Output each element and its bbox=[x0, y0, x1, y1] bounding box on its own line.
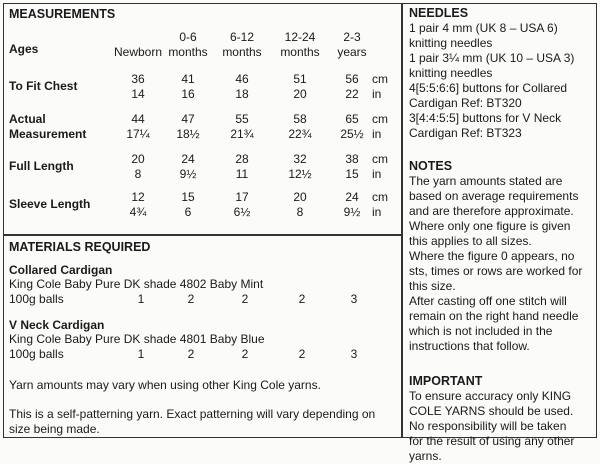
notes-line-5: Where the figure 0 appears, no bbox=[409, 249, 575, 263]
age-header-3-line-1: months bbox=[280, 45, 320, 59]
material-balls-label-1: 100g balls bbox=[9, 347, 64, 361]
row-label-1-line-1: Measurement bbox=[9, 127, 87, 141]
cell-1-in-3: 22¾ bbox=[288, 127, 312, 141]
unit-2-in: in bbox=[372, 167, 382, 181]
cell-2-in-2: 11 bbox=[235, 167, 249, 181]
cell-1-in-1: 18½ bbox=[176, 127, 200, 141]
material-balls-label-0: 100g balls bbox=[9, 292, 64, 306]
materials-section bbox=[3, 235, 402, 438]
cell-2-in-0: 8 bbox=[134, 167, 142, 181]
materials-note-2-line-2: size being made. bbox=[9, 422, 100, 436]
cell-2-cm-4: 38 bbox=[345, 152, 359, 166]
age-header-4-line-0: 2-3 bbox=[343, 30, 361, 44]
needles-title: NEEDLES bbox=[409, 6, 469, 20]
unit-3-cm: cm bbox=[372, 190, 388, 204]
row-label-2-line-0: Full Length bbox=[9, 159, 74, 173]
cell-1-cm-3: 58 bbox=[293, 112, 307, 126]
age-header-4-line-1: years bbox=[337, 45, 367, 59]
ages-label: Ages bbox=[9, 42, 39, 56]
materials-note-1: Yarn amounts may vary when using other King Cole yarns. bbox=[9, 378, 321, 392]
materials-title: MATERIALS REQUIRED bbox=[9, 240, 151, 254]
material-yarn-0: King Cole Baby Pure DK shade 4802 Baby Mint bbox=[9, 277, 264, 291]
cell-0-in-3: 20 bbox=[293, 87, 307, 101]
row-label-0-line-0: To Fit Chest bbox=[9, 79, 78, 93]
age-header-2-line-1: months bbox=[222, 45, 262, 59]
important-list bbox=[409, 389, 593, 464]
material-name-0: Collared Cardigan bbox=[9, 263, 113, 277]
important-line-0: To ensure accuracy only KING bbox=[409, 389, 572, 403]
cell-3-in-4: 9½ bbox=[343, 205, 361, 219]
cell-2-cm-2: 28 bbox=[235, 152, 249, 166]
cell-0-cm-2: 46 bbox=[235, 72, 249, 86]
notes-line-4: this applies to all sizes. bbox=[409, 234, 532, 248]
notes-line-11: instructions that follow. bbox=[409, 339, 530, 353]
age-header-0-line-1: Newborn bbox=[113, 45, 163, 59]
notes-line-3: Where only one figure is given bbox=[409, 219, 571, 233]
cell-3-in-1: 6 bbox=[184, 205, 192, 219]
important-line-3: for the result of using any other bbox=[409, 434, 575, 448]
notes-line-8: After casting off one stitch will bbox=[409, 294, 567, 308]
notes-line-7: this size. bbox=[409, 279, 456, 293]
notes-title: NOTES bbox=[409, 159, 453, 173]
material-balls-0-0: 1 bbox=[137, 292, 145, 306]
cell-3-cm-3: 20 bbox=[293, 190, 307, 204]
cell-0-in-2: 18 bbox=[235, 87, 249, 101]
notes-line-0: The yarn amounts stated are bbox=[409, 174, 563, 188]
material-balls-1-0: 1 bbox=[137, 347, 145, 361]
needles-line-2: 1 pair 3¼ mm (UK 10 – USA 3) bbox=[409, 51, 575, 65]
cell-0-cm-1: 41 bbox=[181, 72, 195, 86]
material-name-1: V Neck Cardigan bbox=[9, 318, 105, 332]
cell-3-in-0: 4¾ bbox=[129, 205, 147, 219]
needles-list bbox=[409, 21, 593, 141]
needles-line-5: Cardigan Ref: BT320 bbox=[409, 96, 522, 110]
cell-2-cm-3: 32 bbox=[293, 152, 307, 166]
cell-2-in-3: 12½ bbox=[288, 167, 312, 181]
measurements-section bbox=[3, 3, 402, 235]
cell-0-in-4: 22 bbox=[345, 87, 359, 101]
cell-1-cm-0: 44 bbox=[131, 112, 145, 126]
material-balls-1-2: 2 bbox=[241, 347, 249, 361]
cell-3-cm-4: 24 bbox=[345, 190, 359, 204]
material-yarn-1: King Cole Baby Pure DK shade 4801 Baby Blue bbox=[9, 332, 265, 346]
materials-note-2-line-1: This is a self-patterning yarn. Exact patterning will vary depending on bbox=[9, 407, 376, 421]
notes-line-1: based on average requirements bbox=[409, 189, 579, 203]
notes-line-10: which is not included in the bbox=[409, 324, 553, 338]
material-balls-0-2: 2 bbox=[241, 292, 249, 306]
notes-line-2: and are therefore approximate. bbox=[409, 204, 574, 218]
unit-0-in: in bbox=[372, 87, 382, 101]
important-line-1: COLE YARNS should be used. bbox=[409, 404, 574, 418]
needles-line-3: knitting needles bbox=[409, 66, 493, 80]
unit-0-cm: cm bbox=[372, 72, 388, 86]
cell-2-in-1: 9½ bbox=[179, 167, 197, 181]
row-label-3-line-0: Sleeve Length bbox=[9, 197, 91, 211]
age-header-1-line-0: 0-6 bbox=[179, 30, 197, 44]
measurements-title: MEASUREMENTS bbox=[9, 7, 116, 21]
cell-2-in-4: 15 bbox=[345, 167, 359, 181]
material-balls-0-3: 2 bbox=[298, 292, 306, 306]
needles-line-0: 1 pair 4 mm (UK 8 – USA 6) bbox=[409, 21, 558, 35]
cell-0-in-1: 16 bbox=[181, 87, 195, 101]
cell-2-cm-0: 20 bbox=[131, 152, 145, 166]
needles-line-4: 4[5:5:6:6] buttons for Collared bbox=[409, 81, 568, 95]
cell-0-in-0: 14 bbox=[131, 87, 145, 101]
cell-0-cm-3: 51 bbox=[293, 72, 307, 86]
material-balls-0-4: 3 bbox=[350, 292, 358, 306]
unit-2-cm: cm bbox=[372, 152, 388, 166]
cell-3-in-3: 8 bbox=[296, 205, 304, 219]
age-header-2-line-0: 6-12 bbox=[229, 30, 255, 44]
cell-2-cm-1: 24 bbox=[181, 152, 195, 166]
notes-line-9: remain on the right hand needle bbox=[409, 309, 579, 323]
cell-1-in-4: 25½ bbox=[340, 127, 364, 141]
age-header-1-line-1: months bbox=[168, 45, 208, 59]
material-balls-1-1: 2 bbox=[187, 347, 195, 361]
cell-0-cm-4: 56 bbox=[345, 72, 359, 86]
material-balls-0-1: 2 bbox=[187, 292, 195, 306]
cell-3-in-2: 6½ bbox=[233, 205, 251, 219]
cell-3-cm-1: 15 bbox=[181, 190, 195, 204]
material-balls-1-3: 2 bbox=[298, 347, 306, 361]
needles-line-7: Cardigan Ref: BT323 bbox=[409, 126, 522, 140]
cell-1-cm-1: 47 bbox=[181, 112, 195, 126]
important-title: IMPORTANT bbox=[409, 374, 483, 388]
cell-1-cm-2: 55 bbox=[235, 112, 249, 126]
important-line-4: yarns. bbox=[409, 449, 442, 463]
cell-1-cm-4: 65 bbox=[345, 112, 359, 126]
side-column bbox=[402, 3, 597, 463]
cell-1-in-2: 21¾ bbox=[230, 127, 254, 141]
cell-3-cm-0: 12 bbox=[131, 190, 145, 204]
age-header-3-line-0: 12-24 bbox=[284, 30, 316, 44]
important-line-2: No responsibility will be taken bbox=[409, 419, 567, 433]
unit-1-cm: cm bbox=[372, 112, 388, 126]
row-label-1-line-0: Actual bbox=[9, 112, 46, 126]
cell-1-in-0: 17¼ bbox=[126, 127, 150, 141]
unit-3-in: in bbox=[372, 205, 382, 219]
cell-3-cm-2: 17 bbox=[235, 190, 249, 204]
notes-list bbox=[409, 174, 593, 354]
unit-1-in: in bbox=[372, 127, 382, 141]
notes-line-6: sts, times or rows are worked for bbox=[409, 264, 583, 278]
cell-0-cm-0: 36 bbox=[131, 72, 145, 86]
needles-line-6: 3[4:4:5:5] buttons for V Neck bbox=[409, 111, 562, 125]
needles-line-1: knitting needles bbox=[409, 36, 493, 50]
material-balls-1-4: 3 bbox=[350, 347, 358, 361]
